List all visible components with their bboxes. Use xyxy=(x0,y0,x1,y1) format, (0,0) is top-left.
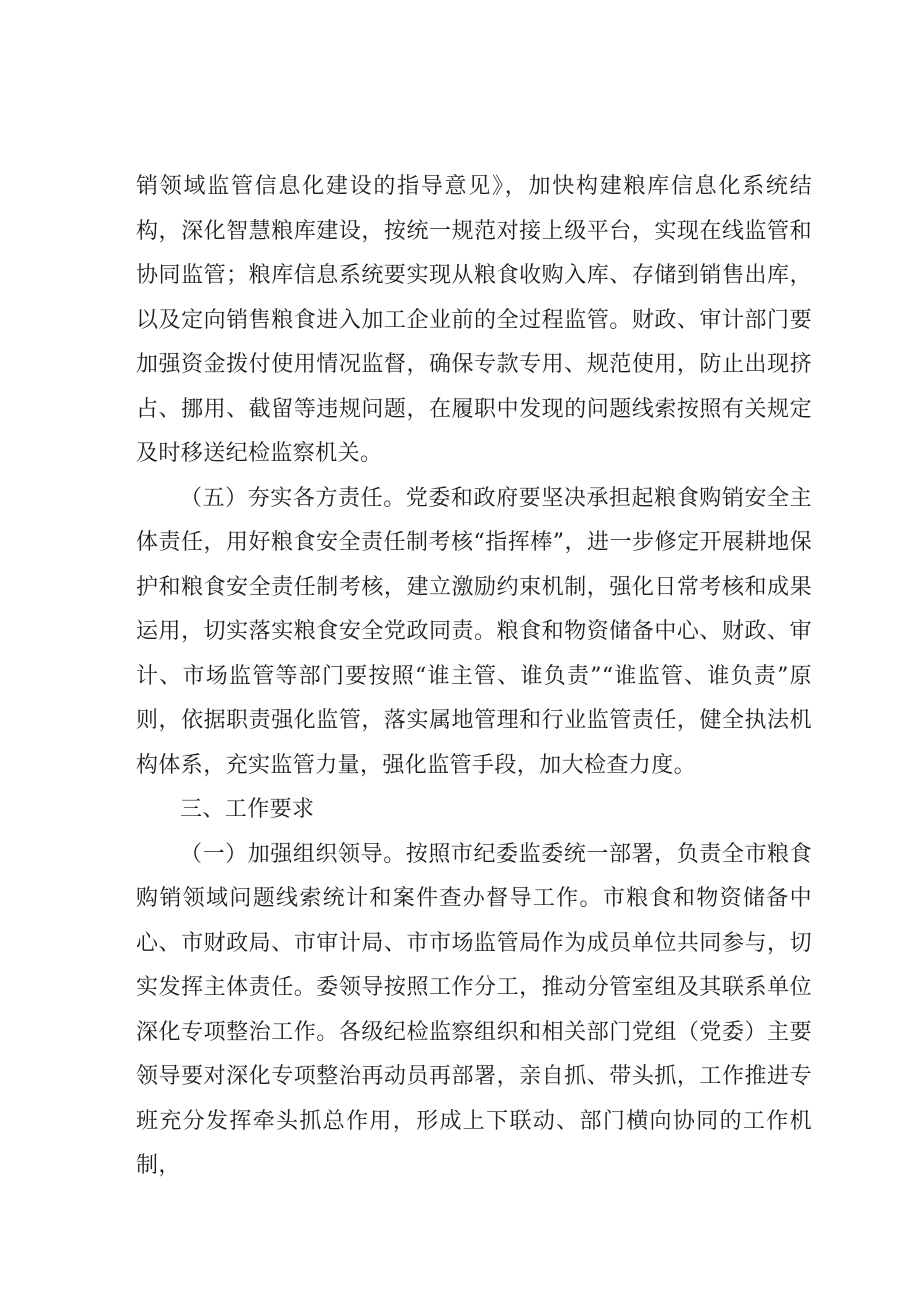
section-heading-work-requirements: 三、工作要求 xyxy=(180,797,315,822)
paragraph-section-5: （五）夯实各方责任。党委和政府要坚决承担起粮食购销安全主体责任，用好粮食安全责任制考核“指挥棒”，进一步修定开展耕地保护和粮食安全责任制考核，建立激励约束机制，强化日常考核和成果运用，切实落实粮食安全党政同责。粮食和物资储备中心、财政、审计、市场监管等部门要按照“谁主管、谁负责”“谁监管、谁负责”原则，依据职责强化监管，落实属地管理和行业监管责任，健全执法机构体系，充实监管力量，强化监管手段，加大检查力度。 xyxy=(136,485,812,778)
paragraph-continuation: 销领域监管信息化建设的指导意见》，加快构建粮库信息化系统结构，深化智慧粮库建设，按统一规范对接上级平台，实现在线监管和协同监管；粮库信息系统要实现从粮食收购入库、存储到销售出库，以及定向销售粮食进入加工企业前的全过程监管。财政、审计部门要加强资金拨付使用情况监督，确保专款专用、规范使用，防止出现挤占、挪用、截留等违规问题，在履职中发现的问题线索按照有关规定及时移送纪检监察机关。 xyxy=(136,174,812,466)
paragraph-section-1: （一）加强组织领导。按照市纪委监委统一部署，负责全市粮食购销领域问题线索统计和案件查办督导工作。市粮食和物资储备中心、市财政局、市审计局、市市场监管局作为成员单位共同参与，切实发挥主体责任。委领导按照工作分工，推动分管室组及其联系单位深化专项整治工作。各级纪检监察组织和相关部门党组（党委）主要领导要对深化专项整治再动员再部署，亲自抓、带头抓，工作推进专班充分发挥牵头抓总作用，形成上下联动、部门横向协同的工作机制， xyxy=(136,841,812,1178)
document-body xyxy=(136,165,812,1189)
